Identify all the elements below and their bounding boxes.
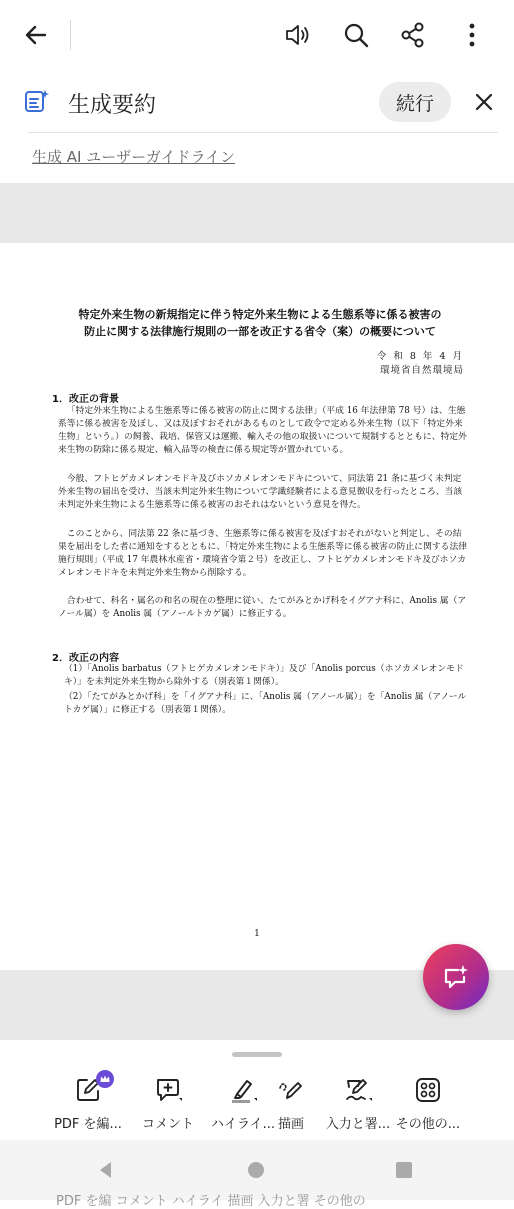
back-arrow-icon — [23, 22, 49, 48]
fill-sign-icon — [344, 1076, 372, 1104]
speaker-icon — [283, 20, 313, 50]
section1-paragraph: このことから、同法第 22 条に基づき、生態系等に係る被害を及ぼすおそれがないと判定し、その結果を届出をした者に通知をするとともに、「特定外来生物による生態系等に係る被害の防止に関する法律施行規則」（平成 17 年農林水産省・環境省令第２号）を改正し、フトヒゲカメレオンモドキ及びホソカメレオンモドキを未判定外来生物から削除する。 — [58, 529, 468, 578]
tool-comment[interactable] — [128, 1076, 208, 1136]
document-title-line1: 特定外来生物の新規指定に伴う特定外来生物による生態系等に係る被害の — [78, 308, 442, 321]
section1-paragraph: 合わせて、科名・属名の和名の現在の整理に従い、たてがみとかげ科をイグアナ科に、Anolis 属（アノール属）を Anolis 属（アノールトカゲ属）に修正する。 — [58, 596, 467, 619]
tool-label: PDF を編... — [54, 1117, 122, 1132]
tool-label: ハイライ... — [210, 1117, 275, 1132]
continue-button[interactable]: 続行 — [379, 82, 451, 122]
document-title-line2: 防止に関する法律施行規則の一部を改正する省令（案）の概要について — [84, 325, 436, 338]
document-gutter-top — [0, 183, 514, 243]
search-button[interactable] — [334, 13, 378, 57]
tool-label: コメント — [141, 1117, 194, 1132]
tool-label: 入力と署... — [325, 1117, 391, 1132]
tool-label: 描画 — [277, 1117, 304, 1132]
document-title — [40, 306, 480, 340]
nav-ghost-text: PDF を編 コメント ハイライ 描画 入力と署 その他の — [56, 1194, 366, 1209]
share-icon — [399, 21, 427, 49]
more-options-button[interactable] — [450, 13, 494, 57]
document-issuer: 環境省自然環境局 — [379, 365, 464, 376]
ai-guideline-link[interactable]: 生成 AI ユーザーガイドライン — [32, 148, 236, 166]
section1-paragraph: 「特定外来生物による生態系等に係る被害の防止に関する法律」（平成 16 年法律第 78 号）は、生態系等に係る被害を及ぼし、又は及ぼすおそれがあるものとして政令で定める外来生物（以下「特定外来生物」という。）の飼養、栽培、保管又は運搬、輸入その他の取扱いについて規制するとともに、特定外来生物の防除に係る規定、輸入品等の検査に係る規定等が置かれている。 — [58, 406, 467, 455]
close-summary-button[interactable] — [466, 84, 502, 120]
section2-list-item: （1）「Anolis barbatus（フトヒゲカメレオンモドキ）」及び「Anolis porcus（ホソカメレオンモドキ）」を未判定外来生物から除外する（別表第１関係）。 — [64, 664, 464, 687]
read-aloud-button[interactable] — [276, 13, 320, 57]
back-button[interactable] — [14, 13, 58, 57]
summary-separator — [28, 132, 498, 133]
more-vertical-icon — [462, 21, 482, 49]
tool-label: その他の... — [395, 1117, 461, 1132]
share-button[interactable] — [391, 13, 435, 57]
bottom-toolbar — [0, 1040, 514, 1140]
tool-edit-pdf[interactable] — [48, 1076, 128, 1136]
generative-summary-panel — [0, 70, 514, 183]
system-nav-bar — [0, 1140, 514, 1209]
crown-icon — [99, 1073, 111, 1085]
more-tools-icon — [414, 1076, 442, 1104]
ai-summary-icon — [24, 88, 50, 114]
comment-icon — [154, 1076, 182, 1104]
document-date-block — [377, 350, 464, 378]
close-icon — [474, 92, 494, 112]
nav-home-button[interactable] — [244, 1158, 268, 1182]
toolbar-drag-handle[interactable] — [232, 1052, 282, 1057]
appbar-divider — [70, 20, 71, 50]
page-number: 1 — [254, 929, 260, 939]
ai-chat-sparkle-icon — [441, 962, 471, 992]
nav-home-circle-icon — [246, 1160, 266, 1180]
nav-recents-square-icon — [394, 1160, 414, 1180]
draw-icon — [277, 1076, 305, 1104]
section2-heading: 2．改正の内容 — [52, 653, 119, 664]
nav-back-button[interactable] — [94, 1158, 118, 1182]
section1-heading: 1．改正の背景 — [52, 394, 119, 405]
section2-list-item: （2）「たてがみとかげ科」を「イグアナ科」に、「Anolis 属（アノール属）」を「Anolis 属（アノールトカゲ属）」に修正する（別表第１関係）。 — [64, 692, 467, 715]
premium-crown-badge — [96, 1070, 114, 1088]
ai-assistant-fab[interactable] — [423, 944, 489, 1010]
document-date: 令 和 8 年 4 月 — [376, 351, 464, 362]
nav-recents-button[interactable] — [392, 1158, 416, 1182]
summary-icon-wrap — [24, 88, 50, 118]
pdf-page[interactable] — [0, 243, 514, 970]
tool-more[interactable] — [388, 1076, 468, 1136]
search-icon — [342, 21, 370, 49]
nav-back-triangle-icon — [96, 1160, 116, 1180]
summary-title: 生成要約 — [68, 93, 157, 118]
top-app-bar — [0, 0, 514, 70]
section1-paragraph: 今般、フトヒゲカメレオンモドキ及びホソカメレオンモドキについて、同法第 21 条に基づく未判定外来生物の届出を受け、当該未判定外来生物について学識経験者による意見徴収を行ったところ、当該未判定外来生物による生態系等に係る被害のおそれはないという意見を得た。 — [58, 474, 463, 510]
